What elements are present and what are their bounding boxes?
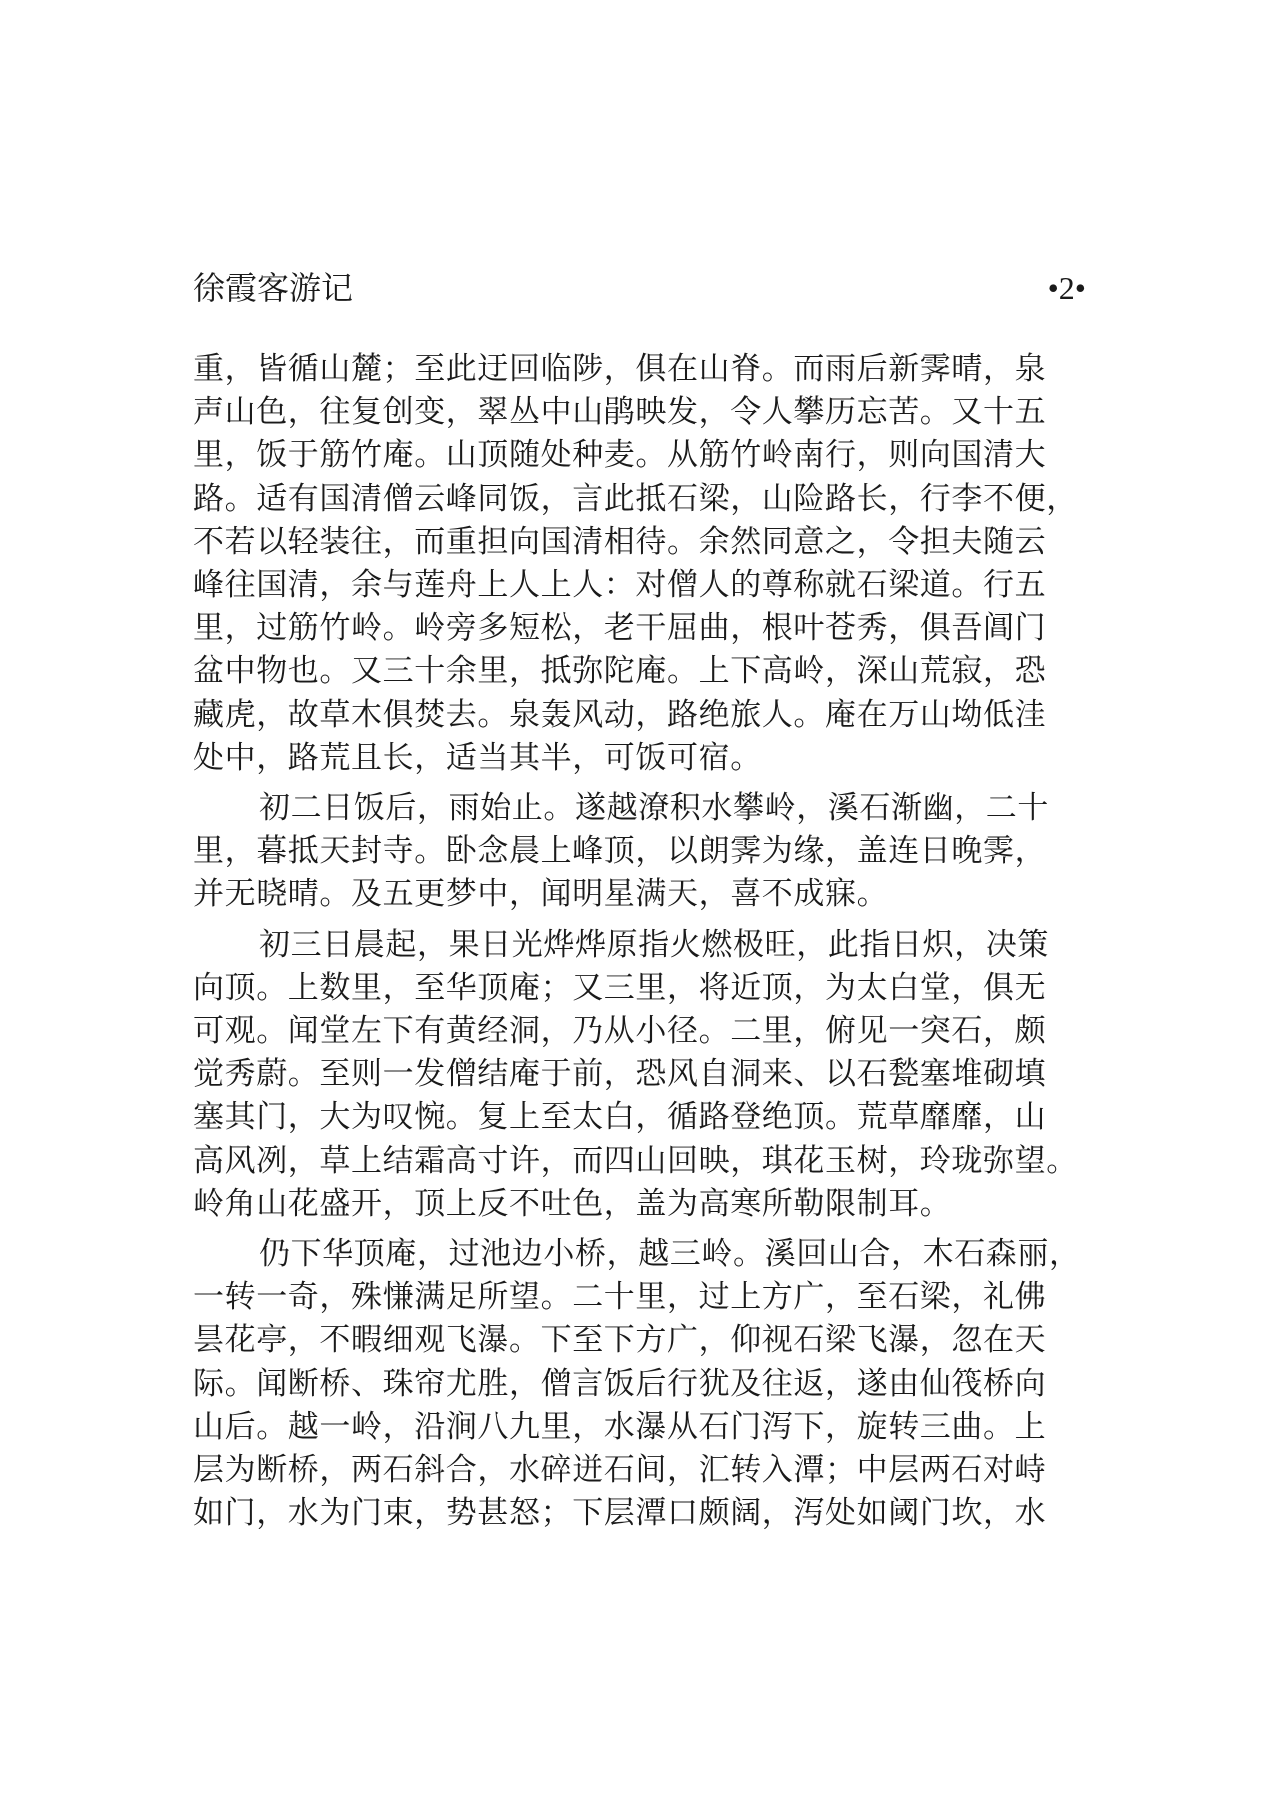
text-line: 峰往国清，余与莲舟上人上人：对僧人的尊称就石梁道。行五 (193, 567, 1047, 604)
text-line: 际。闻断桥、珠帘尤胜，僧言饭后行犹及往返，遂由仙筏桥向 (193, 1365, 1047, 1402)
text-line: 声山色，往复创变，翠丛中山鹃映发，令人攀历忘苦。又十五 (193, 394, 1047, 431)
text-line: 初三日晨起，果日光烨烨原指火燃极旺，此指日炽，决策 (259, 926, 1049, 963)
text-line: 里，饭于筋竹庵。山顶随处种麦。从筋竹岭南行，则向国清大 (193, 437, 1047, 474)
text-line: 昙花亭，不暇细观飞瀑。下至下方广，仰视石梁飞瀑，忽在天 (193, 1322, 1047, 1359)
text-line: 向顶。上数里，至华顶庵；又三里，将近顶，为太白堂，俱无 (193, 969, 1047, 1006)
text-line: 可观。闻堂左下有黄经洞，乃从小径。二里，俯见一突石，颇 (193, 1013, 1047, 1050)
text-line: 路。适有国清僧云峰同饭，言此抵石梁，山险路长，行李不便， (193, 480, 1078, 517)
page-header (193, 266, 1086, 310)
text-line: 里，过筋竹岭。岭旁多短松，老干屈曲，根叶苍秀，俱吾阊门 (193, 610, 1047, 647)
paragraph (193, 348, 1086, 780)
text-line: 藏虎，故草木俱焚去。泉轰风动，路绝旅人。庵在万山坳低洼 (193, 696, 1047, 733)
text-line: 如门，水为门束，势甚怒；下层潭口颇阔，泻处如阈门坎，水 (193, 1495, 1047, 1532)
text-line: 高风冽，草上结霜高寸许，而四山回映，琪花玉树，玲珑弥望。 (193, 1142, 1078, 1179)
paragraph (193, 1233, 1086, 1535)
body-text (193, 348, 1086, 1535)
text-line: 盆中物也。又三十余里，抵弥陀庵。上下高岭，深山荒寂，恐 (193, 653, 1047, 690)
paragraph (193, 924, 1086, 1226)
text-line: 塞其门，大为叹惋。复上至太白，循路登绝顶。荒草靡靡，山 (193, 1099, 1047, 1136)
text-line: 初二日饭后，雨始止。遂越潦积水攀岭，溪石渐幽，二十 (259, 790, 1049, 827)
text-line: 一转一奇，殊慊满足所望。二十里，过上方广，至石梁，礼佛 (193, 1279, 1047, 1316)
text-line: 山后。越一岭，沿涧八九里，水瀑从石门泻下，旋转三曲。上 (193, 1408, 1047, 1445)
text-line: 层为断桥，两石斜合，水碎迸石间，汇转入潭；中层两石对峙 (193, 1452, 1047, 1489)
text-line: 岭角山花盛开，顶上反不吐色，盖为高寒所勒限制耳。 (193, 1185, 952, 1222)
book-title: 徐霞客游记 (193, 269, 354, 307)
text-line: 仍下华顶庵，过池边小桥，越三岭。溪回山合，木石森丽， (259, 1236, 1081, 1273)
text-line: 处中，路荒且长，适当其半，可饭可宿。 (193, 739, 762, 776)
paragraph (193, 787, 1086, 917)
text-line: 里，暮抵天封寺。卧念晨上峰顶，以朗霁为缘，盖连日晚霁， (193, 833, 1047, 870)
text-line: 重，皆循山麓；至此迂回临陟，俱在山脊。而雨后新霁晴，泉 (193, 351, 1047, 387)
text-line: 并无晓晴。及五更梦中，闻明星满天，喜不成寐。 (193, 876, 889, 913)
text-line: 觉秀蔚。至则一发僧结庵于前，恐风自洞来、以石甃塞堆砌填 (193, 1056, 1047, 1093)
page-number: •2• (1047, 270, 1086, 306)
text-line: 不若以轻装往，而重担向国清相待。余然同意之，令担夫随云 (193, 523, 1047, 560)
